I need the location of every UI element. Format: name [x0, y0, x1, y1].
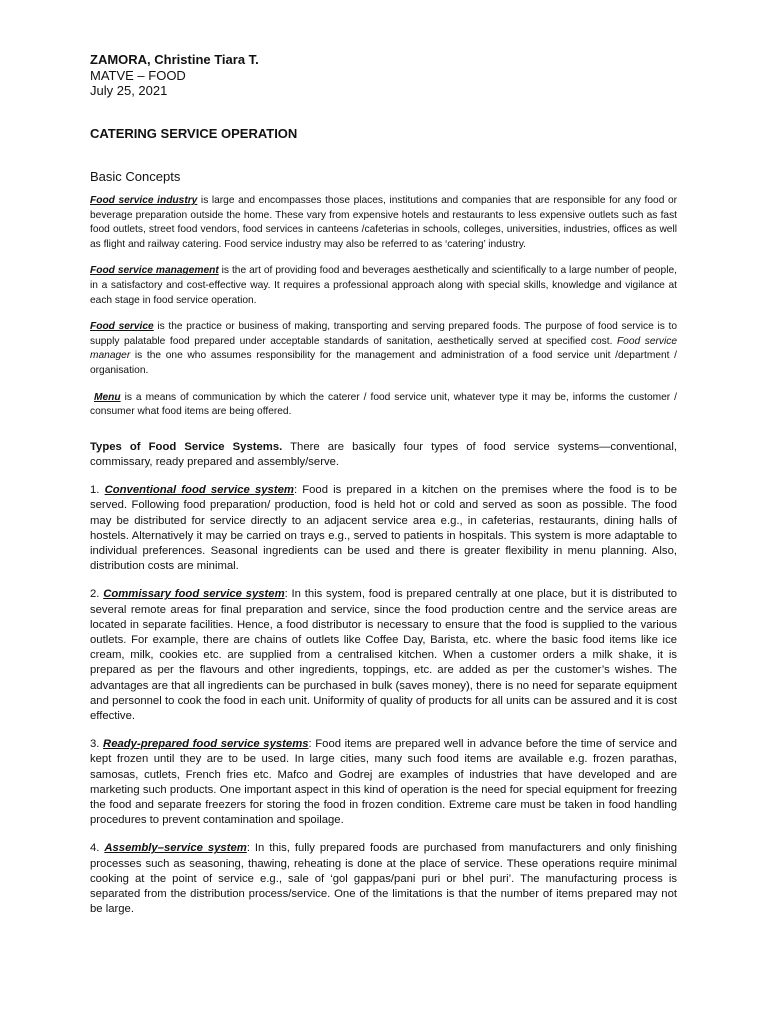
document-header — [90, 52, 677, 98]
type-item-number: 1. — [90, 484, 105, 497]
definition-term: Menu — [94, 391, 121, 403]
types-intro — [90, 440, 677, 470]
type-item-assembly-service — [90, 841, 677, 917]
document-title: CATERING SERVICE OPERATION — [90, 126, 298, 141]
types-heading: Types of Food Service Systems. — [90, 440, 283, 453]
course-line: MATVE – FOOD — [90, 68, 186, 83]
type-item-text: : In this, fully prepared foods are purchased from manufacturers and only finishing processes such as seasoning, thawing, reheating is done at the place of service. These operations require minimal cooking at the point of service e.g., sale of ‘gol gappas/pani puri or bhel puri’. The manufacturing process is separated from the distribution process/service. One of the limitations is that the number of items prepared may not be large. — [90, 842, 677, 916]
definition-text: is the art of providing food and beverages aesthetically and scientifically to a large number of people, in a satisfactory and cost-effective way. It requires a professional approach along with special skills, knowledge and vigilance at each stage in food service operation. — [90, 265, 677, 306]
definition-food-service-industry — [90, 194, 677, 252]
type-item-term: Commissary food service system — [103, 588, 285, 601]
type-item-term: Conventional food service system — [104, 484, 294, 497]
definition-food-service — [90, 320, 677, 378]
definition-term: Food service management — [90, 265, 219, 277]
definition-term: Food service — [90, 321, 154, 333]
types-intro-text: There are basically four types of food service systems—conventional, commissary, ready prepared and assembly/serve. — [90, 440, 677, 468]
definition-food-service-management — [90, 264, 677, 308]
definition-text: is a means of communication by which the caterer / food service unit, whatever type it may be, informs the customer / consumer what food items are being offered. — [90, 391, 677, 418]
definition-term: Food service industry — [90, 195, 198, 206]
type-item-text: : In this system, food is prepared centrally at one place, but it is distributed to several remote areas for final preparation and service, since the food production centre and the service areas are located in separate facilities. Hence, a food distributor is necessary to ensure that the food is supplied to the various outlets. For example, there are chains of outlets like Coffee Day, Barista, etc. where the basic food items like ice cream, milk, cookies etc. are supplied from a centralised kitchen. When a customer orders a milk shake, it is prepared as per the flavours and other ingredients, toppings, etc. are added as per the customer’s wishes. The advantages are that all ingredients can be purchased in bulk (saves money), there is no need for separate equipment and personnel to cook the food in each unit. Uniformity of quality of products for all units can be assured and it is cost effective. — [90, 588, 677, 722]
type-item-text: : Food is prepared in a kitchen on the premises where the food is to be served. Following food preparation/ production, food is held hot or cold and served as soon as possible. The food may be distributed for service directly to an adjacent service area e.g., in cafeterias, restaurants, dining halls of hostels. Alternatively it may be carried on trays e.g., served to patients in hospitals. This system is more adaptable to individual preferences. Seasonal ingredients can be used and there is greater flexibility in menu planning. Also, distribution costs are minimal. — [90, 484, 678, 573]
definition-term-secondary: Food service manager — [90, 335, 677, 362]
definition-text: is large and encompasses those places, institutions and companies that are responsible for any food or beverage preparation outside the home. These vary from expensive hotels and restaurants to less expensive outlets such as fast food outlets, street food vendors, food services in canteens /cafeterias in schools, colleges, universities, industries, offices as well as flight and railway catering. Food service industry may also be referred to as ‘catering’ industry. — [90, 195, 677, 250]
definition-menu — [90, 391, 677, 420]
author-name: ZAMORA, Christine Tiara T. — [90, 52, 259, 67]
type-item-term: Assembly–service system — [104, 842, 247, 855]
type-item-commissary — [90, 587, 677, 724]
document-page — [90, 52, 677, 917]
definition-text-secondary: is the one who assumes responsibility for the management and administration of a food service unit /department / organisation. — [90, 350, 677, 376]
type-item-text: : Food items are prepared well in advance before the time of service and kept frozen until they are to be used. In large cities, many such food items are available e.g. frozen parathas, samosas, cutlets, French fries etc. Mafco and Godrej are examples of industries that have developed and are marketing such products. One important aspect in this kind of operation is the need for special equipment for freezing the food and separate freezers for storing the food in frozen condition. Extreme care must be taken in food handling procedures to prevent contamination and spoilage. — [90, 738, 678, 827]
basic-concepts-heading: Basic Concepts — [90, 169, 181, 184]
date-line: July 25, 2021 — [90, 83, 168, 98]
type-item-ready-prepared — [90, 737, 677, 828]
type-item-conventional — [90, 483, 677, 574]
definition-text: is the practice or business of making, transporting and serving prepared foods. The purpose of food service is to supply palatable food prepared under acceptable standards of sanitation, aesthetically served at specified cost. — [90, 321, 677, 347]
type-item-number: 2. — [90, 588, 104, 601]
type-item-number: 4. — [90, 842, 105, 855]
type-item-number: 3. — [90, 738, 104, 751]
type-item-term: Ready-prepared food service systems — [103, 738, 309, 751]
